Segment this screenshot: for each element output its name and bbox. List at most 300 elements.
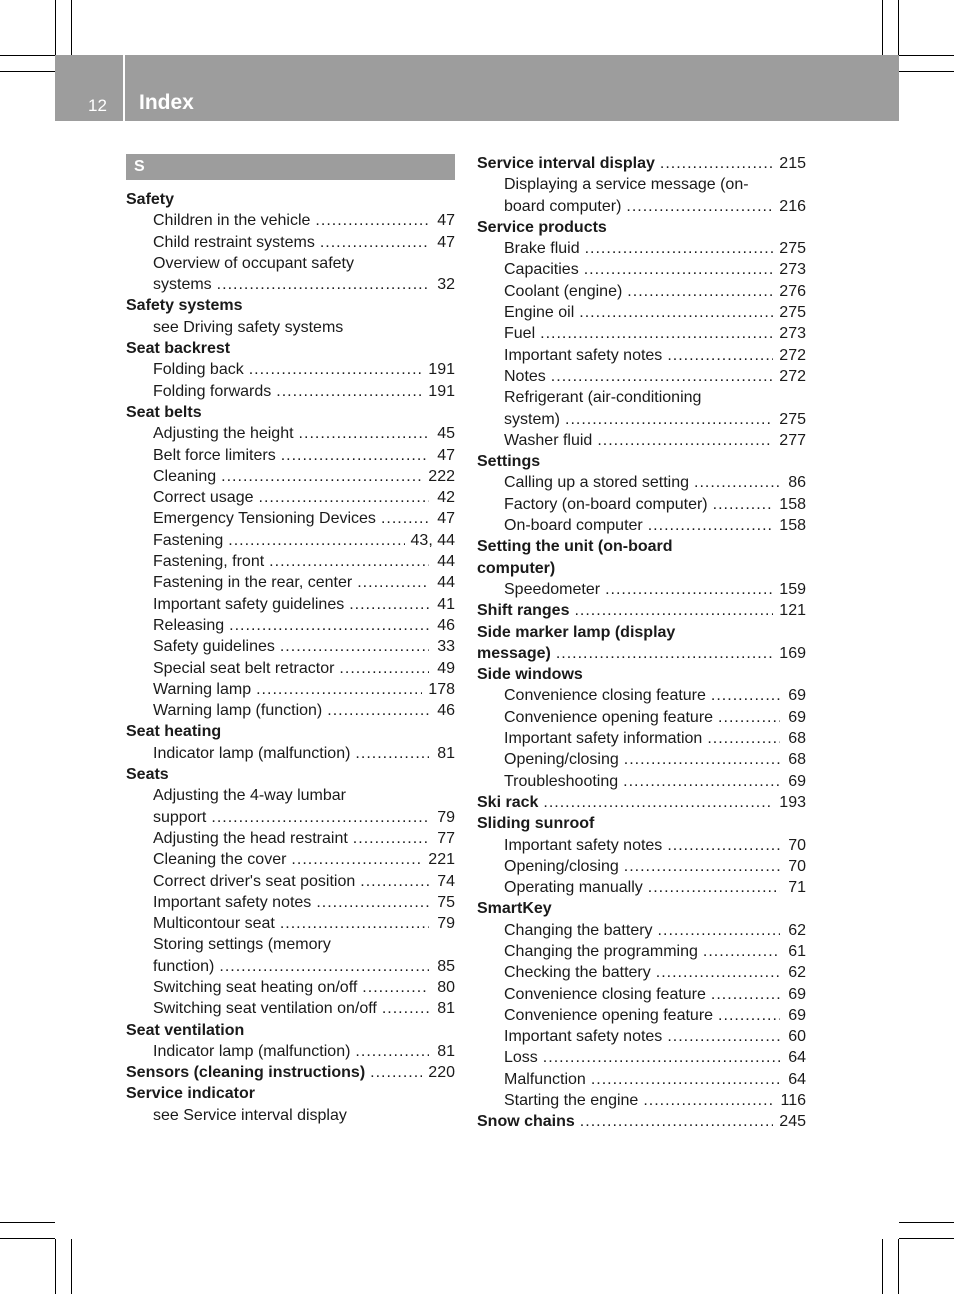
leader-dots: [543, 792, 773, 813]
page-reference[interactable]: 32: [437, 276, 455, 294]
entry-label: Convenience opening feature: [504, 708, 714, 726]
page-reference[interactable]: 69: [788, 772, 806, 790]
entry-label: Troubleshooting: [504, 772, 619, 790]
index-subentry[interactable]: [477, 281, 806, 302]
index-subentry[interactable]: [477, 1047, 806, 1068]
index-entries-left: [126, 189, 455, 1126]
entry-label: Safety guidelines: [153, 638, 275, 656]
leader-dots: [357, 572, 429, 593]
entry-label: Coolant (engine): [504, 282, 623, 300]
index-heading: Seat ventilation: [126, 1021, 245, 1039]
leader-dots: [565, 409, 773, 430]
index-text: Refrigerant (air-conditioning: [504, 389, 702, 407]
leader-dots: [667, 1026, 780, 1047]
index-subentry[interactable]: [126, 636, 455, 657]
leader-dots: [353, 828, 429, 849]
index-subentry[interactable]: [126, 232, 455, 253]
page-reference[interactable]: 277: [779, 431, 806, 449]
index-subentry[interactable]: [126, 849, 455, 870]
entry-label: Speedometer: [504, 580, 601, 598]
entry-label: Correct driver's seat position: [153, 872, 356, 890]
page-reference[interactable]: 61: [788, 942, 806, 960]
index-subentry[interactable]: [477, 920, 806, 941]
entry-label: Malfunction: [504, 1070, 586, 1088]
index-heading: Safety: [126, 191, 175, 208]
entry-label: Emergency Tensioning Devices: [153, 510, 376, 528]
entry-label: Convenience closing feature: [504, 985, 706, 1003]
entry-label: Important safety information: [504, 730, 703, 748]
index-subentry[interactable]: [126, 913, 455, 934]
page-reference[interactable]: 77: [437, 829, 455, 847]
index-subentry[interactable]: [477, 941, 806, 962]
page-reference[interactable]: 79: [437, 808, 455, 826]
entry-label: Switching seat heating on/off: [153, 978, 358, 996]
leader-dots: [660, 153, 773, 174]
leader-dots: [360, 871, 429, 892]
leader-dots: [713, 494, 774, 515]
leader-dots: [711, 685, 780, 706]
page-reference[interactable]: 75: [437, 893, 455, 911]
index-subentry[interactable]: [477, 409, 806, 430]
entry-label: Capacities: [504, 261, 579, 279]
leader-dots: [540, 323, 773, 344]
index-subentry[interactable]: [126, 551, 455, 572]
index-subentry[interactable]: [477, 1005, 806, 1026]
index-main-entry[interactable]: [126, 1062, 455, 1083]
index-subentry[interactable]: [477, 472, 806, 493]
entry-label: Sensors (cleaning instructions): [126, 1064, 366, 1082]
entry-label: Adjusting the head restraint: [153, 829, 348, 847]
page-reference[interactable]: 245: [779, 1113, 806, 1131]
entry-label: Adjusting the height: [153, 425, 294, 443]
leader-dots: [249, 359, 423, 380]
page-reference[interactable]: 64: [788, 1070, 806, 1088]
page-reference[interactable]: 64: [788, 1049, 806, 1067]
crop-mark: [882, 1239, 883, 1294]
entry-label: Important safety notes: [153, 893, 312, 911]
page-reference[interactable]: 159: [779, 580, 806, 598]
leader-dots: [643, 1090, 774, 1111]
page-reference[interactable]: 81: [437, 744, 455, 762]
entry-label: Important safety notes: [504, 346, 663, 364]
index-heading: Safety systems: [126, 297, 243, 315]
page-reference[interactable]: 276: [779, 282, 806, 300]
entry-label: Engine oil: [504, 304, 575, 322]
index-subentry[interactable]: [477, 430, 806, 451]
leader-dots: [339, 658, 429, 679]
index-subentry[interactable]: [126, 445, 455, 466]
page-reference[interactable]: 86: [788, 474, 806, 492]
page-reference[interactable]: 33: [437, 638, 455, 656]
index-text: Displaying a service message (on-: [504, 176, 749, 194]
leader-dots: [327, 700, 429, 721]
leader-dots: [648, 877, 780, 898]
entry-label: Opening/closing: [504, 751, 619, 769]
entry-label: Changing the battery: [504, 921, 653, 939]
page-reference[interactable]: 62: [788, 964, 806, 982]
leader-dots: [584, 259, 774, 280]
leader-dots: [281, 445, 429, 466]
index-subentry[interactable]: [126, 530, 455, 551]
page-reference[interactable]: 191: [428, 361, 455, 379]
entry-label: Important safety notes: [504, 1028, 663, 1046]
leader-dots: [656, 962, 780, 983]
entry-label: Warning lamp: [153, 680, 252, 698]
entry-label: Important safety guidelines: [153, 595, 345, 613]
page-reference[interactable]: 49: [437, 659, 455, 677]
page-reference[interactable]: 47: [437, 212, 455, 230]
leader-dots: [648, 515, 774, 536]
entry-label: message): [477, 644, 551, 662]
index-subentry[interactable]: [126, 679, 455, 700]
page-reference[interactable]: 220: [428, 1064, 455, 1082]
page-reference[interactable]: 47: [437, 233, 455, 251]
index-subentry[interactable]: [477, 728, 806, 749]
page-reference[interactable]: 79: [437, 915, 455, 933]
page-reference[interactable]: 44: [437, 574, 455, 592]
index-heading: Seat backrest: [126, 340, 231, 358]
page-reference[interactable]: 43, 44: [410, 531, 455, 549]
index-subentry[interactable]: [126, 956, 455, 977]
page-reference[interactable]: 69: [788, 708, 806, 726]
index-subentry[interactable]: [126, 572, 455, 593]
index-subentry[interactable]: [126, 508, 455, 529]
page-reference[interactable]: 275: [779, 304, 806, 322]
index-subentry[interactable]: [477, 1069, 806, 1090]
leader-dots: [349, 594, 429, 615]
page-reference[interactable]: 272: [779, 346, 806, 364]
page-reference[interactable]: 275: [779, 410, 806, 428]
entry-label: Children in the vehicle: [153, 212, 311, 230]
leader-dots: [370, 1062, 422, 1083]
leader-dots: [718, 707, 780, 728]
page-reference[interactable]: 158: [779, 495, 806, 513]
leader-dots: [269, 551, 429, 572]
index-heading: Sliding sunroof: [477, 815, 595, 833]
crop-mark: [898, 0, 899, 55]
leader-dots: [256, 679, 422, 700]
leader-dots: [623, 771, 780, 792]
leader-dots: [362, 977, 429, 998]
leader-dots: [667, 835, 780, 856]
page-reference[interactable]: 44: [437, 553, 455, 571]
index-heading: Side windows: [477, 666, 583, 684]
page-reference[interactable]: 69: [788, 687, 806, 705]
page-reference[interactable]: 121: [779, 602, 806, 620]
index-subentry[interactable]: [126, 828, 455, 849]
leader-dots: [280, 913, 429, 934]
index-heading: Seat belts: [126, 403, 202, 421]
index-subentry[interactable]: [477, 749, 806, 770]
page-reference[interactable]: 193: [779, 793, 806, 811]
leader-dots: [624, 749, 780, 770]
entry-label: Multicontour seat: [153, 915, 275, 933]
index-subentry[interactable]: [126, 359, 455, 380]
index-subentry[interactable]: [477, 494, 806, 515]
leader-dots: [580, 1111, 774, 1132]
leader-dots: [299, 423, 429, 444]
page-reference[interactable]: 42: [437, 489, 455, 507]
index-subentry[interactable]: [477, 345, 806, 366]
entry-label: Checking the battery: [504, 964, 651, 982]
page-reference[interactable]: 222: [428, 467, 455, 485]
entry-label: systems: [153, 276, 212, 294]
entry-label: Warning lamp (function): [153, 702, 323, 720]
page-reference[interactable]: 275: [779, 240, 806, 258]
index-subentry[interactable]: [477, 877, 806, 898]
page-reference[interactable]: 62: [788, 921, 806, 939]
entry-label: Snow chains: [477, 1113, 575, 1131]
page-reference[interactable]: 70: [788, 836, 806, 854]
leader-dots: [229, 615, 429, 636]
index-heading: Settings: [477, 453, 541, 471]
leader-dots: [228, 530, 404, 551]
page-reference[interactable]: 69: [788, 1006, 806, 1024]
leader-dots: [276, 381, 422, 402]
page-reference[interactable]: 169: [779, 644, 806, 662]
entry-label: Belt force limiters: [153, 446, 276, 464]
page-reference[interactable]: 158: [779, 517, 806, 535]
page-reference[interactable]: 46: [437, 616, 455, 634]
page-reference[interactable]: 273: [779, 261, 806, 279]
page-number: 12: [55, 55, 125, 121]
page-title: Index: [139, 91, 194, 114]
entry-label: Loss: [504, 1049, 538, 1067]
index-subentry[interactable]: [126, 700, 455, 721]
index-subentry[interactable]: [477, 835, 806, 856]
entry-label: Correct usage: [153, 489, 254, 507]
entry-label: Brake fluid: [504, 240, 580, 258]
index-subentry[interactable]: [477, 515, 806, 536]
leader-dots: [381, 508, 429, 529]
leader-dots: [718, 1005, 780, 1026]
page-reference[interactable]: 60: [788, 1028, 806, 1046]
index-subentry[interactable]: [126, 998, 455, 1019]
index-subentry[interactable]: [126, 871, 455, 892]
entry-label: Fastening, front: [153, 553, 265, 571]
entry-label: Calling up a stored setting: [504, 474, 689, 492]
leader-dots: [703, 941, 780, 962]
crop-mark: [71, 0, 72, 55]
leader-dots: [217, 274, 429, 295]
index-text: Adjusting the 4-way lumbar: [153, 787, 346, 805]
leader-dots: [551, 366, 774, 387]
leader-dots: [291, 849, 422, 870]
section-letter-bar: S: [126, 154, 455, 180]
page-reference[interactable]: 74: [437, 872, 455, 890]
entry-label: Important safety notes: [504, 836, 663, 854]
crop-mark: [0, 1222, 55, 1223]
leader-dots: [626, 196, 773, 217]
leader-dots: [658, 920, 780, 941]
entry-label: Opening/closing: [504, 857, 619, 875]
leader-dots: [556, 643, 773, 664]
index-subentry[interactable]: [126, 892, 455, 913]
page-reference[interactable]: 70: [788, 857, 806, 875]
entry-label: Folding back: [153, 361, 244, 379]
entry-label: Operating manually: [504, 879, 643, 897]
entry-label: Cleaning the cover: [153, 851, 287, 869]
entry-label: Special seat belt retractor: [153, 659, 335, 677]
entry-label: Ski rack: [477, 793, 539, 811]
crop-mark: [899, 55, 954, 56]
leader-dots: [320, 232, 429, 253]
index-main-entry[interactable]: [477, 643, 806, 664]
entry-label: On-board computer: [504, 517, 643, 535]
page-reference[interactable]: 116: [780, 1092, 806, 1110]
index-subentry[interactable]: [477, 259, 806, 280]
index-subentry[interactable]: [126, 807, 455, 828]
page-reference[interactable]: 45: [437, 425, 455, 443]
index-subentry[interactable]: [126, 423, 455, 444]
index-subentry[interactable]: [477, 238, 806, 259]
page-reference[interactable]: 215: [779, 155, 806, 172]
index-subentry[interactable]: [477, 771, 806, 792]
index-text: Overview of occupant safety: [153, 254, 354, 272]
entry-label: board computer): [504, 197, 622, 215]
entry-label: support: [153, 808, 207, 826]
index-main-entry[interactable]: [477, 153, 806, 174]
page-reference[interactable]: 221: [428, 851, 455, 869]
page-reference[interactable]: 81: [437, 1000, 455, 1018]
leader-dots: [280, 636, 429, 657]
index-heading: Seats: [126, 766, 169, 784]
index-subentry[interactable]: [477, 685, 806, 706]
entry-label: Starting the engine: [504, 1092, 639, 1110]
leader-dots: [382, 998, 429, 1019]
index-heading: Service indicator: [126, 1085, 255, 1103]
index-text: see Driving safety systems: [153, 318, 344, 336]
index-entries-right: [477, 153, 806, 1133]
index-subentry[interactable]: [477, 1026, 806, 1047]
index-heading: SmartKey: [477, 900, 552, 918]
index-subentry[interactable]: [126, 274, 455, 295]
leader-dots: [315, 210, 429, 231]
index-heading: Seat heating: [126, 723, 222, 741]
crop-mark: [0, 71, 55, 72]
page-reference[interactable]: 47: [437, 446, 455, 464]
page-reference[interactable]: 85: [437, 957, 455, 975]
index-subentry[interactable]: [477, 323, 806, 344]
index-subentry[interactable]: [126, 466, 455, 487]
index-subentry[interactable]: [126, 210, 455, 231]
index-column-left: [126, 154, 455, 1126]
page-reference[interactable]: 80: [437, 978, 455, 996]
leader-dots: [624, 856, 780, 877]
page-reference[interactable]: 69: [788, 985, 806, 1003]
crop-mark: [0, 1238, 55, 1239]
entry-label: Fastening: [153, 531, 224, 549]
leader-dots: [585, 238, 774, 259]
entry-label: Folding forwards: [153, 382, 272, 400]
leader-dots: [316, 892, 429, 913]
index-subentry[interactable]: [477, 366, 806, 387]
page-reference[interactable]: 41: [437, 595, 455, 613]
index-subentry[interactable]: [126, 615, 455, 636]
crop-mark: [882, 0, 883, 55]
index-text: see Service interval display: [153, 1106, 347, 1124]
entry-label: function): [153, 957, 215, 975]
index-subentry[interactable]: [477, 196, 806, 217]
index-subentry[interactable]: [126, 743, 455, 764]
index-subentry[interactable]: [126, 1041, 455, 1062]
index-subentry[interactable]: [477, 707, 806, 728]
page-reference[interactable]: 272: [779, 367, 806, 385]
index-main-entry[interactable]: [477, 792, 806, 813]
page-reference[interactable]: 81: [437, 1042, 455, 1060]
crop-mark: [899, 71, 954, 72]
index-subentry[interactable]: [477, 579, 806, 600]
index-subentry[interactable]: [477, 962, 806, 983]
page-reference[interactable]: 46: [437, 702, 455, 720]
crop-mark: [898, 1239, 899, 1294]
leader-dots: [574, 600, 773, 621]
entry-label: Fastening in the rear, center: [153, 574, 353, 592]
crop-mark: [55, 0, 56, 55]
leader-dots: [597, 430, 773, 451]
index-main-entry[interactable]: [477, 600, 806, 621]
page-reference[interactable]: 216: [779, 197, 806, 215]
leader-dots: [543, 1047, 780, 1068]
index-subentry[interactable]: [477, 856, 806, 877]
index-subentry[interactable]: [126, 977, 455, 998]
crop-mark: [55, 1239, 56, 1294]
crop-mark: [71, 1239, 72, 1294]
page-reference[interactable]: 47: [437, 510, 455, 528]
page-reference[interactable]: 68: [788, 730, 806, 748]
index-subentry[interactable]: [477, 984, 806, 1005]
leader-dots: [707, 728, 780, 749]
index-subentry[interactable]: [126, 487, 455, 508]
entry-label: Washer fluid: [504, 431, 593, 449]
entry-label: Indicator lamp (malfunction): [153, 1042, 351, 1060]
page-reference[interactable]: 178: [428, 680, 455, 698]
entry-label: Convenience closing feature: [504, 687, 706, 705]
entry-label: Fuel: [504, 325, 536, 343]
entry-label: Releasing: [153, 616, 225, 634]
leader-dots: [591, 1069, 780, 1090]
index-subentry[interactable]: [477, 1090, 806, 1111]
entry-label: Shift ranges: [477, 602, 570, 620]
entry-label: system): [504, 410, 560, 428]
page-reference[interactable]: 273: [779, 325, 806, 343]
page-reference[interactable]: 71: [788, 879, 806, 897]
crop-mark: [899, 1222, 954, 1223]
entry-label: Indicator lamp (malfunction): [153, 744, 351, 762]
index-subentry[interactable]: [477, 302, 806, 323]
index-subentry[interactable]: [126, 594, 455, 615]
entry-label: Notes: [504, 367, 546, 385]
index-main-entry[interactable]: [477, 1111, 806, 1132]
page-reference[interactable]: 191: [428, 382, 455, 400]
leader-dots: [219, 956, 429, 977]
entry-label: Service interval display: [477, 155, 655, 172]
leader-dots: [355, 1041, 429, 1062]
index-subentry[interactable]: [126, 381, 455, 402]
leader-dots: [221, 466, 422, 487]
page-reference[interactable]: 68: [788, 751, 806, 769]
leader-dots: [579, 302, 773, 323]
entry-label: Child restraint systems: [153, 233, 315, 251]
entry-label: Convenience opening feature: [504, 1006, 714, 1024]
leader-dots: [259, 487, 430, 508]
entry-label: Changing the programming: [504, 942, 698, 960]
index-heading: computer): [477, 559, 556, 577]
leader-dots: [605, 579, 773, 600]
crop-mark: [0, 55, 55, 56]
index-subentry[interactable]: [126, 658, 455, 679]
leader-dots: [711, 984, 780, 1005]
